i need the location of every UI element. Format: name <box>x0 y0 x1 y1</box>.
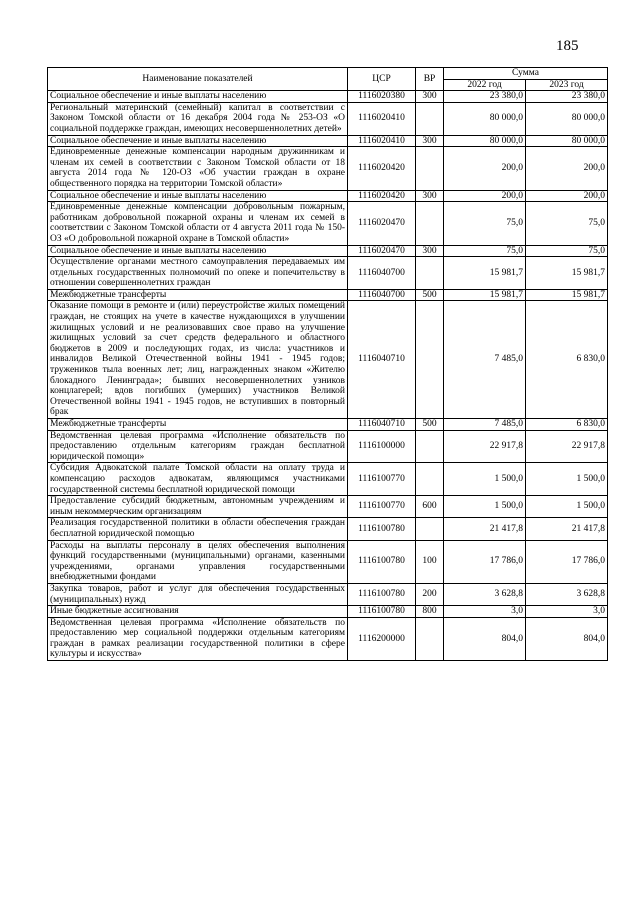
row-name: Социальное обеспечение и иные выплаты населению <box>48 91 348 103</box>
row-sum-2022: 7 485,0 <box>444 419 526 431</box>
table-row <box>48 617 608 660</box>
table-body <box>48 91 608 661</box>
table-row <box>48 245 608 257</box>
row-csr: 1116100770 <box>348 463 416 496</box>
row-csr: 1116100000 <box>348 430 416 463</box>
row-name: Оказание помощи в ремонте и (или) переустройстве жилых помещений граждан, не стоящих на учете в качестве нуждающихся в улучшении жилищных условий и не реализовавших свое право на улучшение жилищных условий за счет средств федерального и областного бюджетов в 2009 и последующих годах, из числа: участников и инвалидов Великой Отечественной войны 1941 - 1945 годов; тружеников тыла военных лет; лиц, награжденных знаком «Жителю блокадного Ленинграда»; бывших несовершеннолетних узников концлагерей; вдов погибших (умерших) участников Великой Отечественной войны 1941 - 1945 годов, не вступивших в повторный брак <box>48 301 348 419</box>
table-row <box>48 190 608 202</box>
table-row <box>48 463 608 496</box>
row-sum-2023: 6 830,0 <box>526 419 608 431</box>
row-sum-2022: 1 500,0 <box>444 463 526 496</box>
row-sum-2022: 21 417,8 <box>444 518 526 540</box>
row-csr: 1116020420 <box>348 147 416 190</box>
row-sum-2023: 15 981,7 <box>526 257 608 290</box>
row-vr: 500 <box>416 419 444 431</box>
table-row <box>48 430 608 463</box>
row-sum-2023: 15 981,7 <box>526 289 608 301</box>
row-sum-2023: 21 417,8 <box>526 518 608 540</box>
row-csr: 1116020470 <box>348 245 416 257</box>
row-name: Межбюджетные трансферты <box>48 289 348 301</box>
row-sum-2023: 75,0 <box>526 245 608 257</box>
row-sum-2022: 80 000,0 <box>444 135 526 147</box>
row-vr: 300 <box>416 190 444 202</box>
row-csr: 1116040710 <box>348 301 416 419</box>
row-name: Региональный материнский (семейный) капитал в соответствии с Законом Томской области от 16 декабря 2004 года № 253-ОЗ «О социальной поддержке граждан, имеющих несовершеннолетних детей» <box>48 102 348 135</box>
row-name: Осуществление органами местного самоуправления передаваемых им отдельных государственных полномочий по опеке и попечительству в отношении совершеннолетних граждан <box>48 257 348 290</box>
row-sum-2023: 17 786,0 <box>526 540 608 583</box>
row-sum-2023: 80 000,0 <box>526 135 608 147</box>
row-sum-2023: 6 830,0 <box>526 301 608 419</box>
row-csr: 1116100780 <box>348 518 416 540</box>
row-csr: 1116020380 <box>348 91 416 103</box>
row-sum-2022: 75,0 <box>444 202 526 245</box>
row-sum-2022: 15 981,7 <box>444 289 526 301</box>
row-sum-2022: 200,0 <box>444 147 526 190</box>
row-sum-2023: 1 500,0 <box>526 463 608 496</box>
header-year-2023: 2023 год <box>526 79 608 91</box>
budget-table <box>47 67 608 661</box>
row-sum-2023: 22 917,8 <box>526 430 608 463</box>
row-name: Социальное обеспечение и иные выплаты населению <box>48 135 348 147</box>
row-sum-2023: 200,0 <box>526 190 608 202</box>
row-vr: 300 <box>416 135 444 147</box>
header-year-2022: 2022 год <box>444 79 526 91</box>
row-vr <box>416 430 444 463</box>
header-csr: ЦСР <box>348 68 416 91</box>
row-name: Единовременные денежные компенсации добровольным пожарным, работникам добровольной пожарной охраны и членам их семей в соответствии с Законом Томской области от 4 августа 2011 года № 150-ОЗ «О добровольной пожарной охране в Томской области» <box>48 202 348 245</box>
row-sum-2023: 3 628,8 <box>526 583 608 605</box>
row-vr <box>416 301 444 419</box>
row-name: Предоставление субсидий бюджетным, автономным учреждениям и иным некоммерческим организациям <box>48 496 348 518</box>
table-row <box>48 496 608 518</box>
row-sum-2022: 23 380,0 <box>444 91 526 103</box>
row-name: Ведомственная целевая программа «Исполнение обязательств по предоставлению отдельным категориям граждан бесплатной юридической помощи» <box>48 430 348 463</box>
table-row <box>48 91 608 103</box>
table-row <box>48 147 608 190</box>
table-row <box>48 419 608 431</box>
row-sum-2022: 75,0 <box>444 245 526 257</box>
row-vr <box>416 257 444 290</box>
row-vr: 300 <box>416 245 444 257</box>
page-number: 185 <box>556 38 579 54</box>
header-sum: Сумма <box>444 68 608 80</box>
row-csr: 1116100780 <box>348 540 416 583</box>
row-sum-2022: 22 917,8 <box>444 430 526 463</box>
row-sum-2023: 804,0 <box>526 617 608 660</box>
row-sum-2022: 200,0 <box>444 190 526 202</box>
row-sum-2022: 80 000,0 <box>444 102 526 135</box>
table-row <box>48 301 608 419</box>
row-csr: 1116020410 <box>348 102 416 135</box>
row-vr <box>416 617 444 660</box>
row-csr: 1116040710 <box>348 419 416 431</box>
row-name: Единовременные денежные компенсации народным дружинникам и членам их семей в соответствии с Законом Томской области от 18 августа 2014 года № 120-ОЗ «Об участии граждан в охране общественного порядка на территории Томской области» <box>48 147 348 190</box>
table-row <box>48 606 608 618</box>
row-sum-2023: 75,0 <box>526 202 608 245</box>
row-vr <box>416 147 444 190</box>
row-name: Социальное обеспечение и иные выплаты населению <box>48 190 348 202</box>
row-vr <box>416 518 444 540</box>
row-csr: 1116100780 <box>348 583 416 605</box>
table-row <box>48 202 608 245</box>
row-name: Субсидия Адвокатской палате Томской области на оплату труда и компенсацию расходов адвокатам, являющимся участниками государственной системы бесплатной юридической помощи <box>48 463 348 496</box>
row-sum-2023: 200,0 <box>526 147 608 190</box>
table-row <box>48 289 608 301</box>
row-name: Расходы на выплаты персоналу в целях обеспечения выполнения функций государственными (муниципальными) органами, казенными учреждениями, органами управления государственными внебюджетными фондами <box>48 540 348 583</box>
row-sum-2022: 804,0 <box>444 617 526 660</box>
table-row <box>48 135 608 147</box>
row-vr: 500 <box>416 289 444 301</box>
row-vr: 800 <box>416 606 444 618</box>
row-sum-2022: 3 628,8 <box>444 583 526 605</box>
table-row <box>48 257 608 290</box>
row-vr: 300 <box>416 91 444 103</box>
row-vr: 100 <box>416 540 444 583</box>
row-csr: 1116020470 <box>348 202 416 245</box>
header-name: Наименование показателей <box>48 68 348 91</box>
row-name: Реализация государственной политики в области обеспечения граждан бесплатной юридической помощью <box>48 518 348 540</box>
row-vr: 600 <box>416 496 444 518</box>
row-vr <box>416 463 444 496</box>
row-csr: 1116100780 <box>348 606 416 618</box>
row-vr <box>416 202 444 245</box>
row-csr: 1116020410 <box>348 135 416 147</box>
row-name: Межбюджетные трансферты <box>48 419 348 431</box>
row-name: Ведомственная целевая программа «Исполнение обязательств по предоставлению мер социальной поддержки отдельным категориям граждан в рамках реализации государственной политики в сфере культуры и искусства» <box>48 617 348 660</box>
row-sum-2023: 23 380,0 <box>526 91 608 103</box>
row-vr <box>416 102 444 135</box>
row-csr: 1116200000 <box>348 617 416 660</box>
row-sum-2023: 3,0 <box>526 606 608 618</box>
row-sum-2022: 17 786,0 <box>444 540 526 583</box>
table-row <box>48 540 608 583</box>
row-sum-2022: 1 500,0 <box>444 496 526 518</box>
row-name: Закупка товаров, работ и услуг для обеспечения государственных (муниципальных) нужд <box>48 583 348 605</box>
row-vr: 200 <box>416 583 444 605</box>
row-sum-2022: 3,0 <box>444 606 526 618</box>
row-name: Иные бюджетные ассигнования <box>48 606 348 618</box>
table-row <box>48 518 608 540</box>
row-sum-2022: 7 485,0 <box>444 301 526 419</box>
row-sum-2023: 80 000,0 <box>526 102 608 135</box>
row-csr: 1116100770 <box>348 496 416 518</box>
header-vr: ВР <box>416 68 444 91</box>
table-row <box>48 102 608 135</box>
row-csr: 1116040700 <box>348 257 416 290</box>
row-sum-2023: 1 500,0 <box>526 496 608 518</box>
row-csr: 1116040700 <box>348 289 416 301</box>
row-sum-2022: 15 981,7 <box>444 257 526 290</box>
row-csr: 1116020420 <box>348 190 416 202</box>
table-row <box>48 583 608 605</box>
row-name: Социальное обеспечение и иные выплаты населению <box>48 245 348 257</box>
